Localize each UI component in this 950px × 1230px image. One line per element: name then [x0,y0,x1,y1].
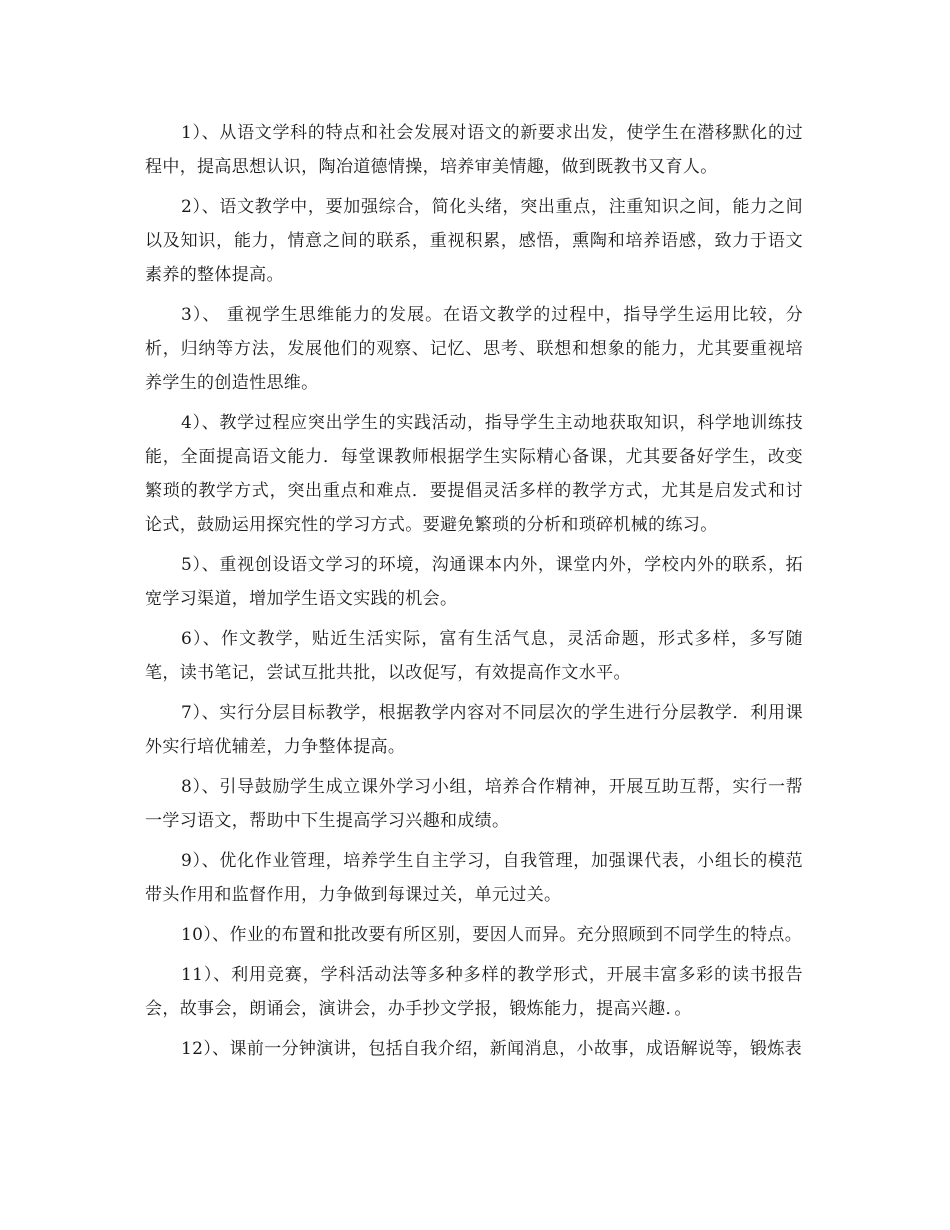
paragraph-10: 10）、作业的布置和批改要有所区别，要因人而异。充分照顾到不同学生的特点。 [181,925,803,945]
paragraph-8: 8）、引导鼓励学生成立课外学习小组，培养合作精神，开展互助互帮，实行一帮一学习语文，帮助中下生提高学习兴趣和成绩。 [145,777,803,831]
paragraph-5: 5）、重视创设语文学习的环境，沟通课本内外，课堂内外，学校内外的联系，拓宽学习渠道，增加学生语文实践的机会。 [145,555,803,609]
paragraph-7: 7）、实行分层目标教学，根据教学内容对不同层次的学生进行分层教学．利用课外实行培优辅差，力争整体提高。 [145,703,803,757]
paragraph-2: 2）、语文教学中，要加强综合，简化头绪，突出重点，注重知识之间，能力之间以及知识，能力，情意之间的联系，重视积累，感悟，熏陶和培养语感，致力于语文素养的整体提高。 [145,197,803,285]
paragraph-4: 4）、教学过程应突出学生的实践活动，指导学生主动地获取知识，科学地训练技能，全面提高语文能力．每堂课教师根据学生实际精心备课，尤其要备好学生，改变繁琐的教学方式，突出重点和难点．要提倡灵活多样的教学方式，尤其是启发式和讨论式，鼓励运用探究性的学习方式。要避免繁琐的分析和琐碎机械的练习。 [145,413,803,535]
paragraph-9: 9）、优化作业管理，培养学生自主学习，自我管理，加强课代表，小组长的模范带头作用和监督作用，力争做到每课过关，单元过关。 [145,851,803,905]
document-body [145,116,803,1072]
paragraph-6: 6）、作文教学，贴近生活实际，富有生活气息，灵活命题，形式多样，多写随笔，读书笔记，尝试互批共批，以改促写，有效提高作文水平。 [145,629,803,683]
paragraph-1: 1）、从语文学科的特点和社会发展对语文的新要求出发，使学生在潜移默化的过程中，提高思想认识，陶冶道德情操，培养审美情趣，做到既教书又育人。 [145,123,803,177]
paragraph-3: 3）、 重视学生思维能力的发展。在语文教学的过程中，指导学生运用比较，分析，归纳等方法，发展他们的观察、记忆、思考、联想和想象的能力，尤其要重视培养学生的创造性思维。 [145,305,803,393]
paragraph-11: 11）、利用竞赛，学科活动法等多种多样的教学形式，开展丰富多彩的读书报告会，故事会，朗诵会，演讲会，办手抄文学报，锻炼能力，提高兴趣．。 [145,965,803,1019]
paragraph-12: 12）、课前一分钟演讲，包括自我介绍，新闻消息，小故事，成语解说等，锻炼表 [181,1039,803,1059]
